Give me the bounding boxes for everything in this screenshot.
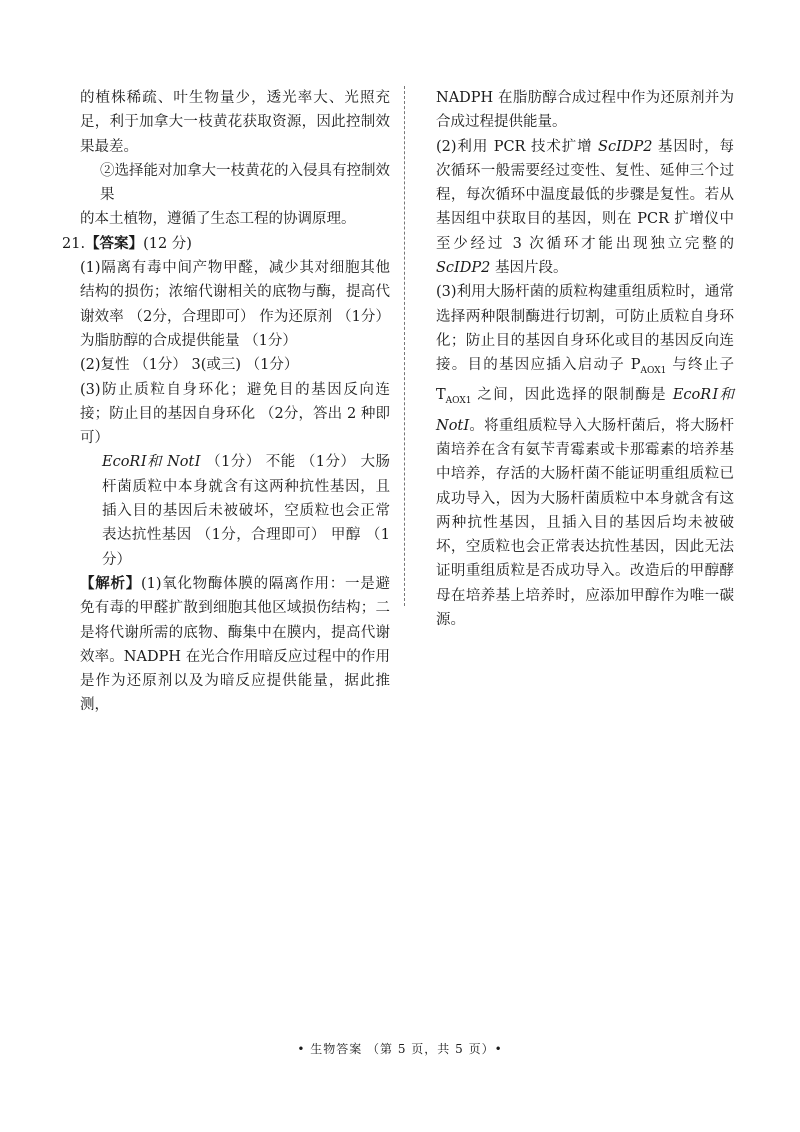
answer-part-3 [80,378,390,451]
text: (2)复性 （1分） 3(或三) （1分） [80,357,299,374]
paragraph-item-2 [80,159,390,208]
right-column [436,86,734,632]
gene-name: ScIDP2 [598,138,653,155]
text: 基因时，每次循环一般需要经过变性、复性、延伸三个过程，每次循环中温度最低的步骤是复性。若从基因组中获取目的基因，则在 PCR 扩增仪中至少经过 3 次循环才能出现独立完整的 [436,138,734,252]
paragraph-item-2-cont [80,207,390,231]
answer-part-2 [80,353,390,377]
analysis-label: 【解析】 [80,574,141,592]
text: (1)隔离有毒中间产物甲醛，减少其对细胞其他结构的损伤；浓缩代谢相关的底物与酶，提高代谢效率 （2分，合理即可） 作为还原剂 （1分） 为脂肪醇的合成提供能量 （1分） [80,260,390,349]
text: 的本土植物，遵循了生态工程的协调原理。 [80,211,356,228]
analysis-part-3 [436,280,734,632]
enzyme-names: EcoRⅠ和 NotⅠ [102,454,202,471]
gene-name: ScIDP2 [436,260,491,277]
text: (2)利用 PCR 技术扩增 [436,138,599,155]
answer-part-3-cont [80,450,390,571]
answer-part-1 [80,256,390,353]
subscript: AOX1 [640,366,667,377]
text: 于加拿大一枝黄花获取资源，因此控制效果最差。 [80,114,391,155]
question-21-header [62,232,390,256]
subscript: AOX1 [445,396,472,407]
text: 与终止子 T [436,357,734,404]
enzyme-names: EcoRⅠ和 NotⅠ [436,387,734,434]
question-number: 21. [62,235,86,252]
text: （1分） 不能 （1分） 大肠杆菌质粒中本身就含有这两种抗性基因，且插入目的基因后未被破坏，空质粒也会正常表达抗性基因 （1分，合理即可） 甲醇 （1分） [102,454,391,568]
analysis-part-2 [436,135,734,281]
analysis-section [80,572,390,718]
text: (1)氧化物酶体膜的隔离作用：一是避免有毒的甲醛扩散到细胞其他区域损伤结构；二是将代谢所需的底物、酶集中在膜内，提高代谢效率。NADPH 在光合作用暗反应过程中的作用是作为还原剂以及为暗反应提供能量，据此推测， [80,575,390,714]
answer-label: 【答案】 [85,234,144,252]
analysis-cont [436,86,734,135]
text: 的植株稀疏、叶生物量少，透光率大、光照充足，利 [80,90,390,131]
text: (3)利用大肠杆菌的质粒构建重组质粒时，通常选择两种限制酶进行切割，可防止质粒自身环化；防止目的基因自身环化或目的基因反向连接。目的基因应插入启动子 P [436,284,734,374]
page-footer: • 生物答案 （第 5 页，共 5 页）• [297,1042,503,1056]
text: 。将重组质粒导入大肠杆菌后，将大肠杆菌培养在含有氨苄青霉素或卡那霉素的培养基中培养，存活的大肠杆菌不能证明重组质粒已成功导入，因为大肠杆菌质粒中本身就含有这两种抗性基因，且插入目的基因后均未被破坏，空质粒也会正常表达抗性基因，因此无法证明重组质粒是否成功导入。改造后的甲醇酵母在培养基上培养时，应添加甲醇作为唯一碳源。 [436,417,734,629]
paragraph-continuation [80,86,390,159]
column-divider [404,86,405,606]
text: (3)防止质粒自身环化；避免目的基因反向连接；防止目的基因自身环化 （2分，答出 2 种即可） [80,381,390,447]
text: 基因片段。 [490,260,568,277]
left-column [62,86,391,718]
text: NADPH 在脂肪醇合成过程中作为还原剂并为合成过程提供能量。 [436,90,734,131]
text: 之间，因此选择的限制酶是 [471,387,673,404]
points: (12 分) [143,235,192,252]
text: ②选择能对加拿大一枝黄花的入侵具有控制效果 [100,162,390,204]
